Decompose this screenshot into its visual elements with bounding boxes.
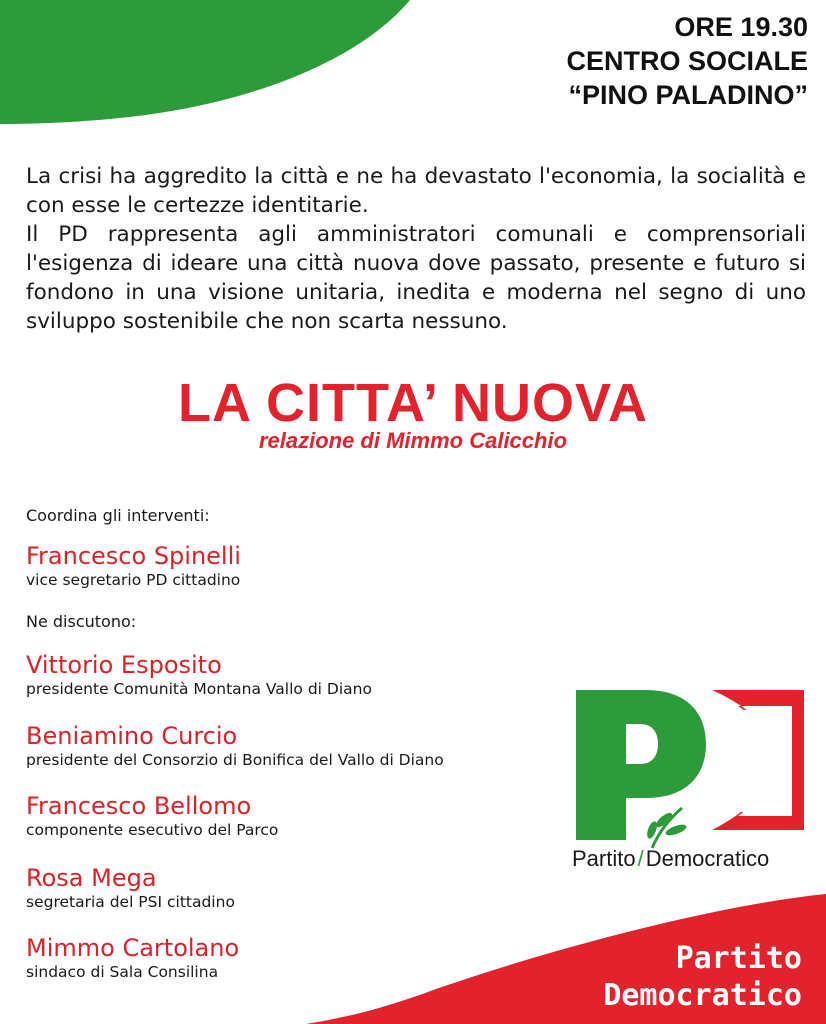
logo-caption-democratico: Democratico [645,846,770,871]
speaker-entry [26,651,372,699]
intro-paragraph: La crisi ha aggredito la città e ne ha devastato l'economia, la socialità e con esse le certezze identitarie. [26,164,806,218]
speaker-name: Francesco Spinelli [26,542,241,570]
speaker-role: sindaco di Sala Consilina [26,963,219,981]
moderation-label: Coordina gli interventi: [26,506,210,525]
speaker-role: vice segretario PD cittadino [26,571,241,589]
speaker-role: presidente del Consorzio di Bonifica del Vallo di Diano [26,751,444,769]
speaker-entry [26,864,235,912]
footer-brand [603,940,802,1014]
speaker-name: Mimmo Cartolano [26,934,240,962]
speaker-role: segretaria del PSI cittadino [26,893,235,911]
speaker-name: Francesco Bellomo [26,792,252,820]
page-title: LA CITTA’ NUOVA [178,373,648,433]
speaker-role: presidente Comunità Montana Vallo di Diano [26,680,372,698]
event-venue-name: “PINO PALADINO” [568,80,808,110]
speaker-role: componente esecutivo del Parco [26,821,279,839]
speaker-name: Vittorio Esposito [26,651,222,679]
intro-paragraph: Il PD rappresenta agli amministratori comunali e comprensoriali l'esigenza di ideare una città nuova dove passato, presente e futuro si fondono in una visione unitaria, inedita e moderna nel segno di uno sviluppo sostenibile che non scarta nessuno. [26,222,806,334]
logo-caption [572,846,769,872]
speaker-entry [26,792,278,840]
speaker-entry [26,722,444,770]
footer-brand-line: Democratico [603,978,802,1013]
event-venue: CENTRO SOCIALE [566,46,808,76]
speaker-name: Beniamino Curcio [26,722,238,750]
logo-caption-partito: Partito [572,846,636,871]
speaker-name: Rosa Mega [26,864,157,892]
intro-text [26,162,806,336]
event-time: ORE 19.30 [674,12,808,42]
green-corner-shape [0,0,420,125]
logo-separator: / [637,846,644,871]
speaker-entry [26,934,239,982]
moderator-entry [26,542,241,590]
page-subtitle: relazione di Mimmo Calicchio [258,428,568,453]
footer-brand-line: Partito [675,941,802,976]
event-info [566,10,808,112]
discussion-label: Ne discutono: [26,612,137,631]
